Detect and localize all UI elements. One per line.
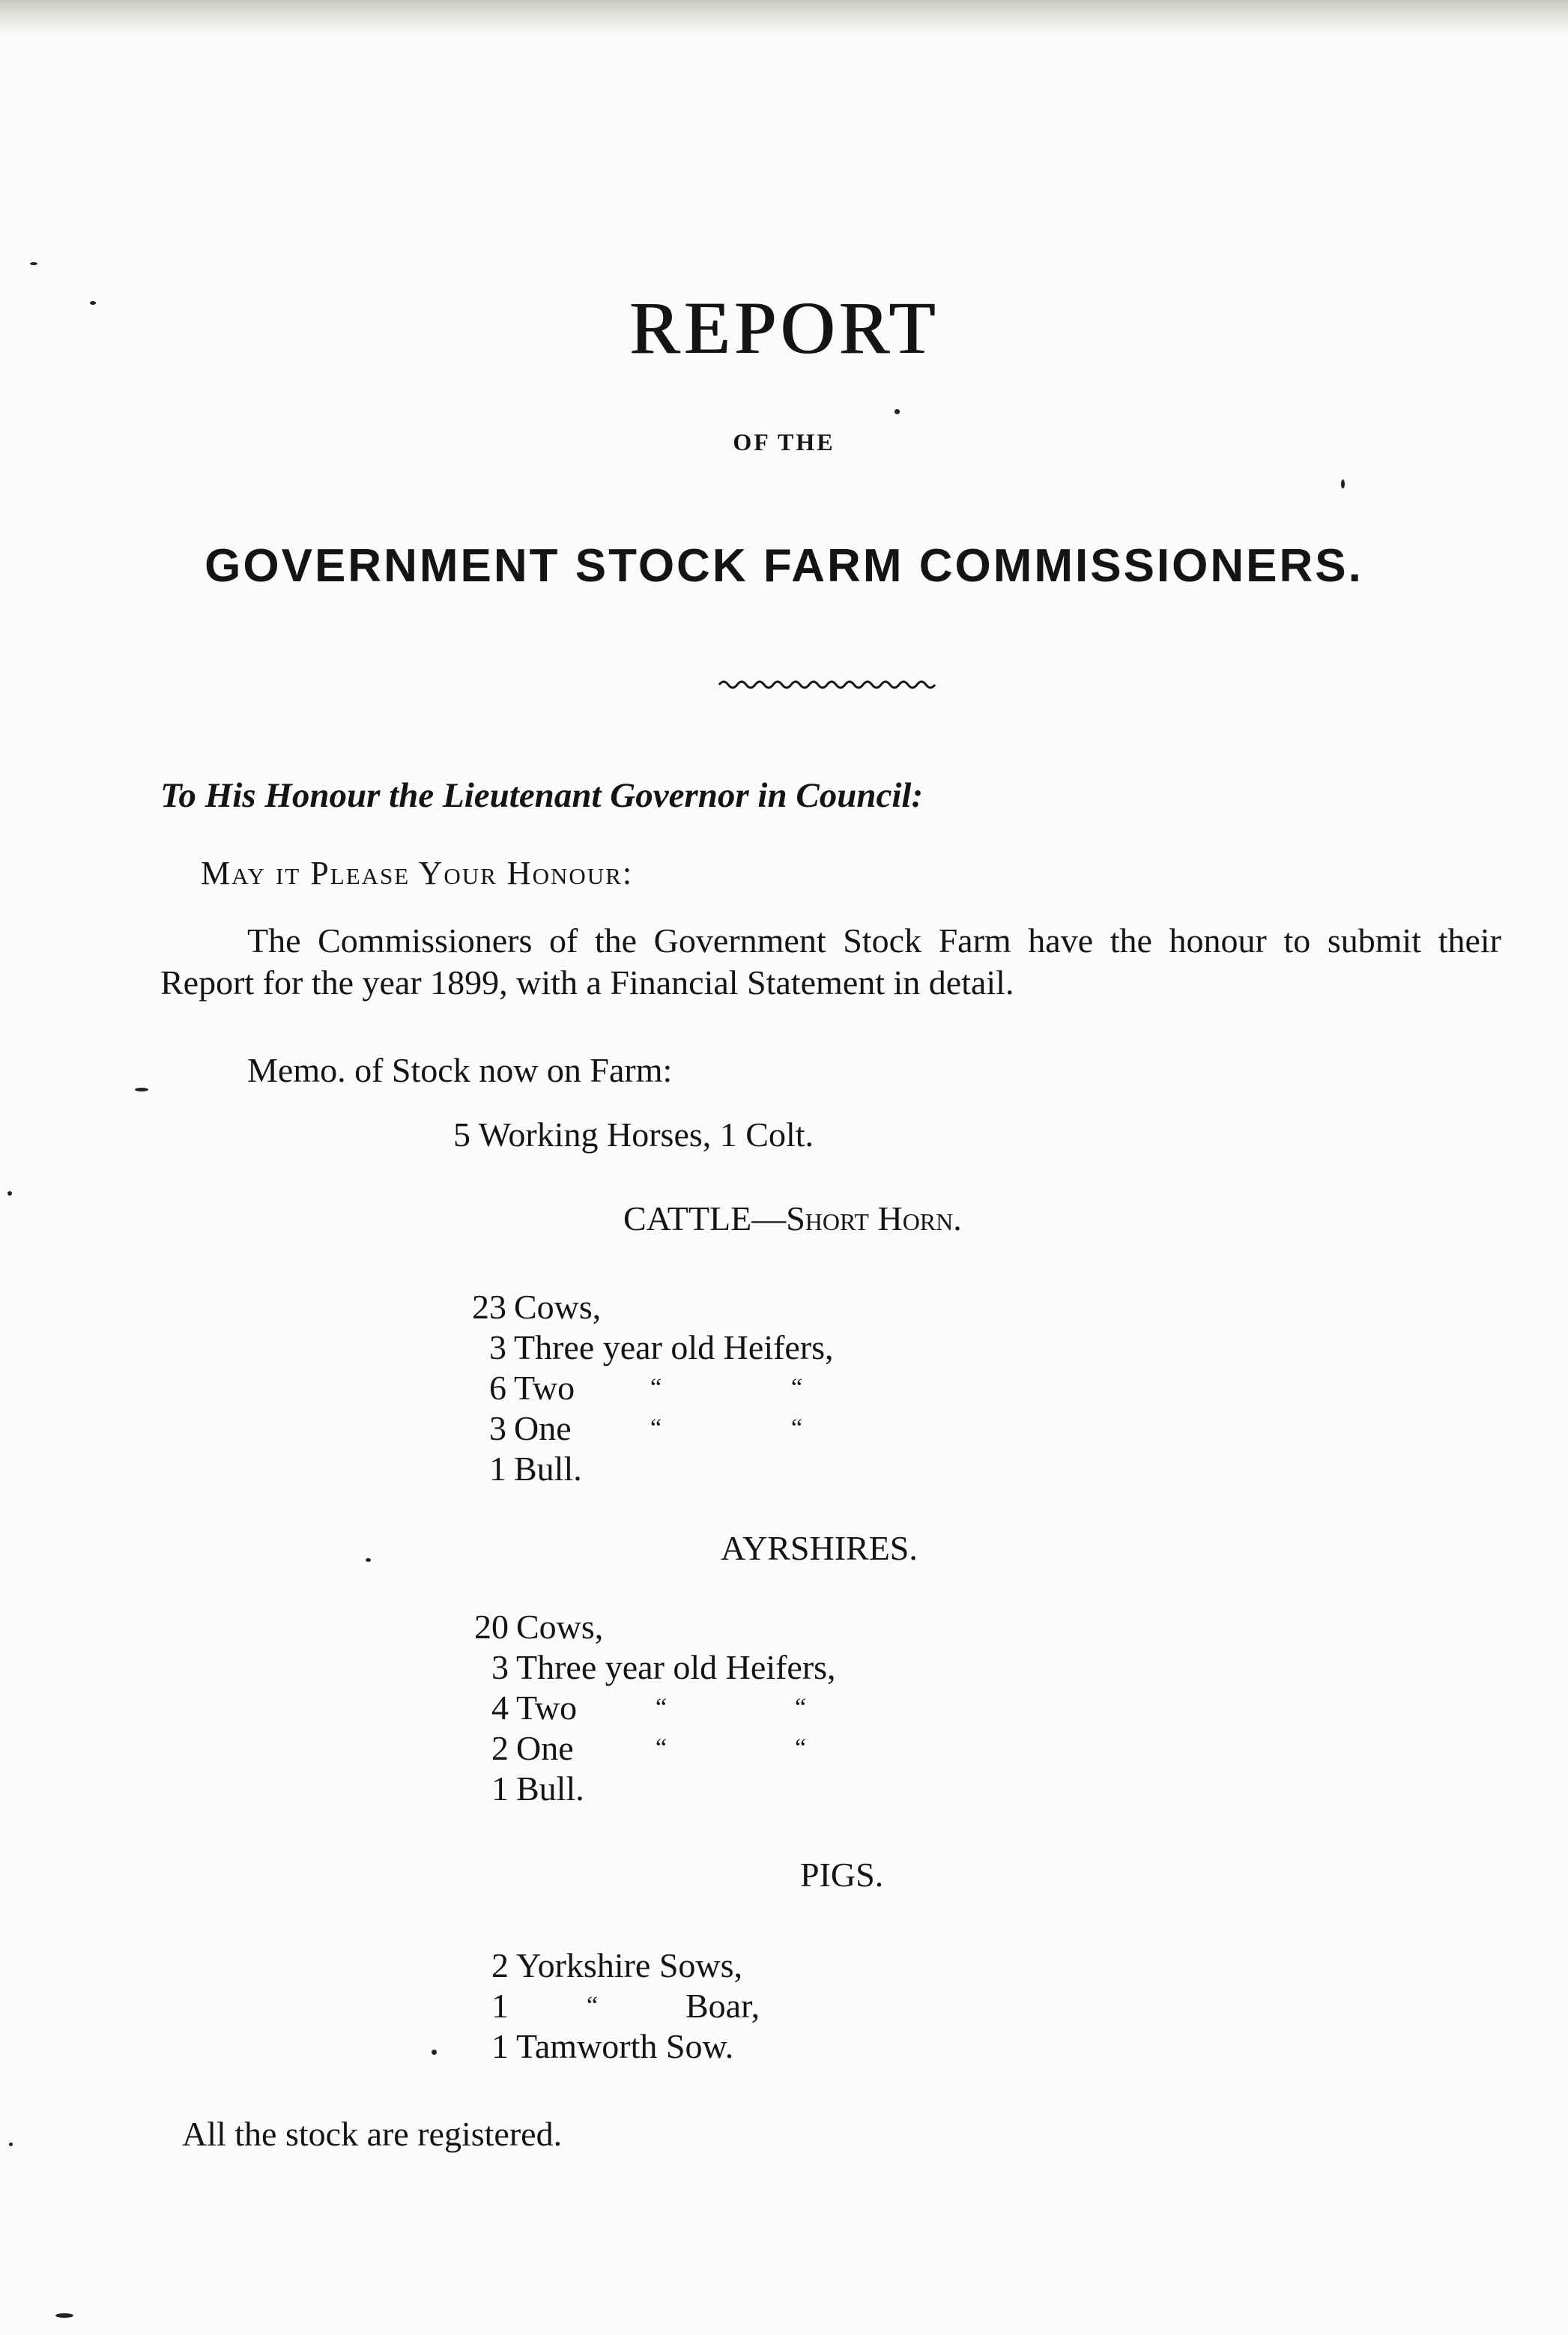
- list-item: [459, 1728, 836, 1769]
- ayrshires-list: [459, 1607, 836, 1809]
- ditto-mark: “: [795, 1734, 807, 1762]
- item-name: One: [514, 1409, 572, 1447]
- item-count: 20: [474, 1608, 509, 1646]
- scan-speck: [135, 1088, 148, 1091]
- item-name: Boar,: [685, 1987, 760, 2025]
- pigs-list: [459, 1945, 760, 2067]
- ditto-mark: “: [650, 1414, 662, 1442]
- cattle-heading: [623, 1199, 962, 1238]
- list-item: [459, 1986, 760, 2026]
- ditto-mark: “: [650, 1374, 662, 1402]
- list-item: [457, 1368, 834, 1408]
- scan-speck: [7, 1191, 12, 1196]
- list-item: [457, 1449, 834, 1489]
- scan-edge: [0, 0, 1568, 34]
- item-name: Bull.: [514, 1450, 582, 1488]
- scan-speck: [432, 2050, 437, 2055]
- ditto-mark: “: [791, 1374, 803, 1402]
- cattle-heading-breed: Short Horn.: [786, 1199, 962, 1238]
- scan-speck: [1341, 479, 1345, 488]
- item-name: Yorkshire Sows,: [516, 1946, 743, 1984]
- item-name: Bull.: [516, 1769, 584, 1808]
- scan-speck: [55, 2313, 73, 2318]
- intro-paragraph: The Commissioners of the Government Stock Farm have the honour to submit their Report for the year 1899, with a Financial Statement in detail.: [160, 921, 1501, 1002]
- scan-speck: [366, 1558, 371, 1562]
- list-item: [459, 1688, 836, 1728]
- scan-speck: [30, 262, 37, 265]
- wavy-divider: [718, 676, 942, 694]
- item-count: 2: [491, 1729, 509, 1767]
- ditto-mark: “: [795, 1694, 807, 1721]
- item-count: 3: [491, 1648, 509, 1686]
- item-count: 1: [491, 2027, 509, 2065]
- item-name: Cows,: [516, 1608, 604, 1646]
- report-title: REPORT: [629, 286, 939, 369]
- item-count: 2: [491, 1946, 509, 1984]
- salutation: May it Please Your Honour:: [201, 855, 634, 891]
- closing-line: All the stock are registered.: [182, 2115, 563, 2153]
- scan-speck: [9, 2142, 13, 2146]
- report-subtitle: OF THE: [733, 428, 835, 455]
- ditto-mark: “: [791, 1414, 803, 1442]
- list-item: [459, 1607, 836, 1647]
- list-item: [457, 1327, 834, 1368]
- ditto-mark: “: [587, 1992, 599, 2020]
- ayrshires-heading: AYRSHIRES.: [721, 1529, 918, 1567]
- scan-speck: [90, 301, 96, 305]
- item-name: Three year old Heifers,: [514, 1328, 834, 1366]
- list-item: [459, 1945, 760, 1986]
- list-item: [459, 1769, 836, 1809]
- item-count: 23: [472, 1288, 506, 1326]
- list-item: [459, 2026, 760, 2067]
- scan-speck: [895, 409, 900, 414]
- item-count: 3: [489, 1409, 506, 1447]
- list-item: [457, 1408, 834, 1449]
- cattle-list: [457, 1287, 834, 1489]
- item-count: 4: [491, 1689, 509, 1727]
- item-name: One: [516, 1729, 574, 1767]
- item-name: Tamworth Sow.: [516, 2027, 734, 2065]
- item-name: Cows,: [514, 1288, 602, 1326]
- item-name: Three year old Heifers,: [516, 1648, 836, 1686]
- cattle-heading-main: CATTLE—: [623, 1199, 787, 1238]
- item-count: 1: [491, 1987, 509, 2025]
- address-line: To His Honour the Lieutenant Governor in Council:: [160, 776, 924, 815]
- list-item: [457, 1287, 834, 1327]
- item-count: 6: [489, 1369, 506, 1407]
- item-count: 1: [489, 1450, 506, 1488]
- item-name: Two: [516, 1689, 578, 1727]
- item-count: 1: [491, 1769, 509, 1808]
- pigs-heading: PIGS.: [800, 1856, 884, 1894]
- horses-line: 5 Working Horses, 1 Colt.: [453, 1115, 814, 1154]
- ditto-mark: “: [656, 1734, 668, 1762]
- ditto-mark: “: [656, 1694, 668, 1721]
- list-item: [459, 1647, 836, 1688]
- item-count: 3: [489, 1328, 506, 1366]
- memo-line: Memo. of Stock now on Farm:: [247, 1051, 673, 1089]
- commission-heading: GOVERNMENT STOCK FARM COMMISSIONERS.: [205, 540, 1363, 592]
- item-name: Two: [514, 1369, 575, 1407]
